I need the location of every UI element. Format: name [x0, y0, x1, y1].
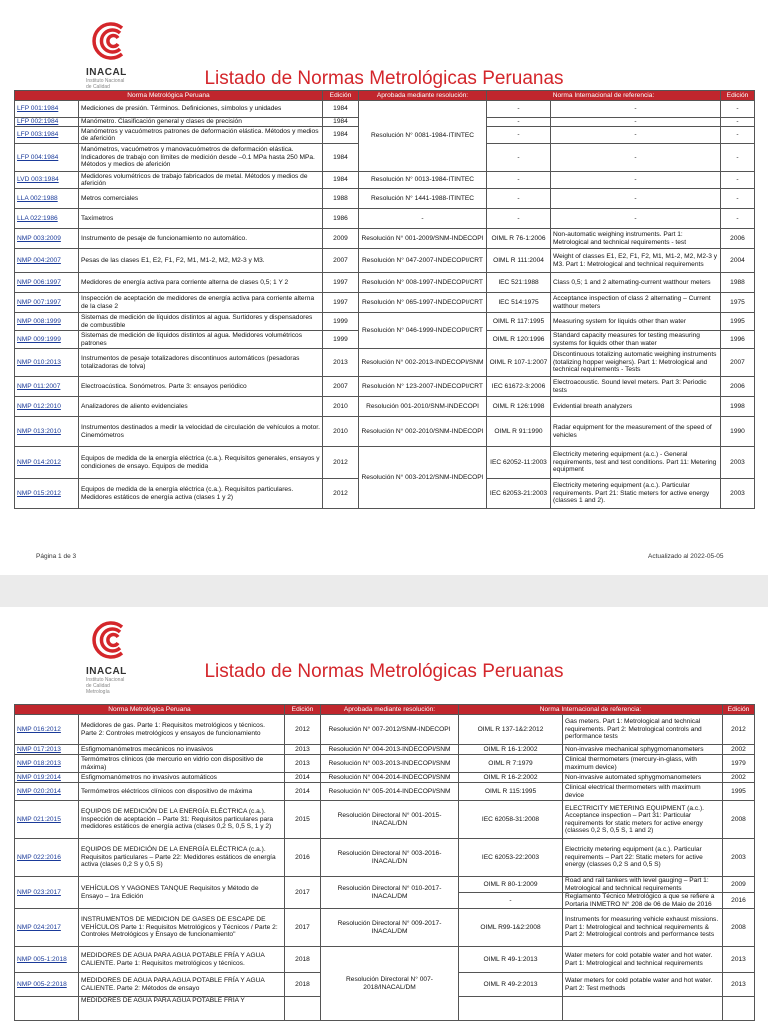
norm-code-link[interactable]: LFP 002:1984 — [15, 118, 79, 127]
brand-subtitle-2: de Calidad — [86, 683, 110, 689]
ref-name: Electricity metering equipment (a.c.). Particular requirements. Part 21: Static meters for active energy (classes 1 and 2). — [551, 479, 721, 509]
ref-code: OIML R 107-1:2007 — [487, 349, 551, 377]
table-header-row — [15, 91, 755, 101]
norm-name: Sistemas de medición de líquidos distintos al agua. Surtidores y dispensadores de combustible — [79, 313, 323, 331]
norm-resolution: Resolución N° 007-2012/SNM-INDECOPI — [321, 715, 459, 745]
ref-code: OIML R 16-2:2002 — [459, 773, 563, 783]
norm-code-link[interactable]: NMP 011:2007 — [15, 377, 79, 397]
norm-name: MEDIDORES DE AGUA PARA AGUA POTABLE FRÍA Y AGUA CALIENTE. Parte 1: Requisitos metrológicos y técnicos. — [79, 947, 285, 973]
inacal-logo — [86, 621, 146, 695]
norm-edition: 2007 — [323, 249, 359, 273]
ref-code: - — [487, 189, 551, 209]
document-page-2 — [0, 607, 768, 1024]
norm-edition: 2014 — [285, 773, 321, 783]
ref-edition: - — [721, 127, 755, 144]
table-row — [15, 877, 755, 893]
norm-code-link[interactable]: NMP 023:2017 — [15, 877, 79, 909]
ref-code: IEC 521:1988 — [487, 273, 551, 293]
table-row — [15, 783, 755, 801]
ref-name: ELECTRICITY METERING EQUIPMENT (a.c.). Acceptance inspection – Part 31: Particular requirements for static meters for active energy (classes 0,2 S, 0,5 S, 1 and 2) — [563, 801, 723, 839]
norm-edition: 1986 — [323, 209, 359, 229]
ref-edition: 2006 — [721, 377, 755, 397]
ref-name: - — [551, 127, 721, 144]
header-edicion: Edición — [285, 705, 321, 715]
norm-name: Mediciones de presión. Términos. Definiciones, símbolos y unidades — [79, 101, 323, 118]
norm-resolution: Resolución N° 047-2007-INDECOPI/CRT — [359, 249, 487, 273]
ref-edition: 2007 — [721, 349, 755, 377]
ref-name: Water meters for cold potable water and hot water. Part 1: Metrological and technical requirements — [563, 947, 723, 973]
ref-name — [563, 997, 723, 1021]
ref-code: OIML R 49-2:2013 — [459, 973, 563, 997]
ref-edition: 2006 — [721, 229, 755, 249]
ref-code: OIML R 117:1995 — [487, 313, 551, 331]
norm-resolution: Resolución N° 1441-1988-ITINTEC — [359, 189, 487, 209]
norm-resolution: - — [359, 209, 487, 229]
norm-name: Esfigmomanómetros mecánicos no invasivos — [79, 745, 285, 755]
ref-name: Weight of classes E1, E2, F1, F2, M1, M1-2, M2, M2-3 y M3. Part 1: Metrological and technical requirements — [551, 249, 721, 273]
table-row — [15, 101, 755, 118]
norm-edition: 1984 — [323, 118, 359, 127]
norm-name: Esfigmomanómetros no invasivos automáticos — [79, 773, 285, 783]
table-row — [15, 947, 755, 973]
norm-code-link[interactable]: NMP 024:2017 — [15, 909, 79, 947]
ref-code: OIML R 80-1:2009 — [459, 877, 563, 893]
ref-name: Water meters for cold potable water and hot water. Part 2: Test methods — [563, 973, 723, 997]
ref-code: - — [487, 209, 551, 229]
page-title: Listado de Normas Metrológicas Peruanas — [204, 68, 564, 89]
norm-name: Manómetros, vacuómetros y manovacuómetros de deformación elástica. Indicadores de trabajo con límites de medición desde –0.1 MPa hasta 250 MPa. Métodos y medios de aferición — [79, 144, 323, 172]
norm-name: VEHÍCULOS Y VAGONES TANQUE Requisitos y Método de Ensayo – 1ra Edición — [79, 877, 285, 909]
norm-code-link[interactable]: NMP 016:2012 — [15, 715, 79, 745]
ref-edition: 2012 — [723, 715, 755, 745]
ref-edition — [723, 997, 755, 1021]
header-resolucion: Aprobada mediante resolución: — [321, 705, 459, 715]
header-edicion-2: Edición — [723, 705, 755, 715]
ref-code: IEC 62053-21:2003 — [487, 479, 551, 509]
norm-edition: 2014 — [285, 783, 321, 801]
norm-resolution: Resolución N° 123-2007-INDECOPI/CRT — [359, 377, 487, 397]
norm-edition: 1997 — [323, 293, 359, 313]
ref-edition: 2016 — [723, 893, 755, 909]
norm-resolution: Resolución Directoral N° 007-2018/INACAL/DM — [321, 947, 459, 1021]
norm-edition: 2012 — [323, 479, 359, 509]
ref-name: Gas meters. Part 1: Metrological and technical requirements. Part 2: Metrological controls and performance tests — [563, 715, 723, 745]
ref-edition: 1998 — [721, 397, 755, 417]
norm-name: EQUIPOS DE MEDICIÓN DE LA ENERGÍA ELÉCTRICA (c.a.). Requisitos particulares – Parte 22: Medidores estáticos de energía activa (clases 0,2 S y 0,5 S) — [79, 839, 285, 877]
norm-edition: 2018 — [285, 947, 321, 973]
page-number: Página 1 de 3 — [36, 553, 77, 560]
norm-resolution: Resolución N° 002-2010/SNM-INDECOPI — [359, 417, 487, 447]
ref-code: OIML R 7:1979 — [459, 755, 563, 773]
ref-code: - — [487, 172, 551, 189]
norm-name: MEDIDORES DE AGUA PARA AGUA POTABLE FRÍA Y AGUA CALIENTE. Parte 2: Métodos de ensayo — [79, 973, 285, 997]
norm-edition: 2013 — [285, 745, 321, 755]
norm-name: Manómetros y vacuómetros patrones de deformación elástica. Métodos y medios de aferición — [79, 127, 323, 144]
table-row — [15, 745, 755, 755]
ref-edition: 1995 — [723, 783, 755, 801]
page-title: Listado de Normas Metrológicas Peruanas — [204, 661, 564, 682]
norm-edition: 2009 — [323, 229, 359, 249]
ref-name: Electricity metering equipment (a.c.) - General requirements, test and test conditions. Part 11: Metering equipment — [551, 447, 721, 479]
ref-name: Clinical electrical thermometers with maximum device — [563, 783, 723, 801]
ref-name: Non-invasive mechanical sphygmomanometers — [563, 745, 723, 755]
header-internacional: Norma Internacional de referencia: — [487, 91, 721, 101]
norm-name: Taxímetros — [79, 209, 323, 229]
norm-edition — [285, 997, 321, 1021]
norm-code-link[interactable]: NMP 005-2:2018 — [15, 973, 79, 997]
norm-edition: 2010 — [323, 417, 359, 447]
norm-resolution: Resolución N° 004-2013-INDECOPI/SNM — [321, 745, 459, 755]
ref-name: Class 0,5; 1 and 2 alternating-current watthour meters — [551, 273, 721, 293]
norm-edition: 1988 — [323, 189, 359, 209]
table-row — [15, 909, 755, 947]
table-row — [15, 377, 755, 397]
brand-subtitle-2: de Calidad — [86, 84, 110, 90]
ref-name: Road and rail tankers with level gauging – Part 1: Metrological and technical requirements — [563, 877, 723, 893]
norm-name: INSTRUMENTOS DE MEDICION DE GASES DE ESCAPE DE VEHÍCULOS Parte 1: Requisitos Metrológicos y Técnicos / Parte 2: Controles Metrológicos y Ensayo de funcionamiento" — [79, 909, 285, 947]
ref-edition: 2003 — [721, 447, 755, 479]
ref-code: - — [459, 893, 563, 909]
norm-name: MEDIDORES DE AGUA PARA AGUA POTABLE FRÍA Y — [79, 997, 285, 1021]
ref-name: - — [551, 101, 721, 118]
table-row — [15, 172, 755, 189]
norm-code-link[interactable]: NMP 018:2013 — [15, 755, 79, 773]
ref-edition: 1995 — [721, 313, 755, 331]
norm-name: Medidores de gas. Parte 1: Requisitos metrológicos y técnicos. Parte 2: Controles metrológicos y ensayos de funcionamiento — [79, 715, 285, 745]
norm-name: Medidores volumétricos de trabajo fabricados de metal. Métodos y medios de aferición — [79, 172, 323, 189]
norm-resolution: Resolución N° 001-2009/SNM-INDECOPI — [359, 229, 487, 249]
ref-name: Electroacoustic. Sound level meters. Part 3: Periodic tests — [551, 377, 721, 397]
header-internacional: Norma Internacional de referencia: — [459, 705, 723, 715]
table-row — [15, 189, 755, 209]
brand-name: INACAL — [86, 666, 127, 677]
ref-code — [459, 997, 563, 1021]
norm-edition: 2013 — [323, 349, 359, 377]
table-row — [15, 273, 755, 293]
ref-name: Standard capacity measures for testing measuring systems for liquids other than water — [551, 331, 721, 349]
norm-code-link[interactable]: NMP 013:2010 — [15, 417, 79, 447]
norm-code-link[interactable]: NMP 004:2007 — [15, 249, 79, 273]
norm-name: Analizadores de aliento evidenciales — [79, 397, 323, 417]
norm-code-link[interactable]: NMP 007:1997 — [15, 293, 79, 313]
norm-code-link[interactable]: LFP 001:1984 — [15, 101, 79, 118]
norm-edition: 1984 — [323, 144, 359, 172]
norm-code-link[interactable] — [15, 997, 79, 1021]
updated-date: Actualizado al 2022-05-05 — [648, 553, 724, 560]
norm-name: Metros comerciales — [79, 189, 323, 209]
ref-name: Radar equipment for the measurement of the speed of vehicles — [551, 417, 721, 447]
norm-resolution: Resolución N° 0081-1984-ITINTEC — [359, 101, 487, 172]
brand-name: INACAL — [86, 67, 127, 78]
table-row — [15, 773, 755, 783]
norm-resolution: Resolución Directoral N° 009-2017-INACAL/DM — [321, 909, 459, 947]
ref-name: Evidential breath analyzers — [551, 397, 721, 417]
norm-name: Sistemas de medición de líquidos distintos al agua. Medidores volumétricos patrones — [79, 331, 323, 349]
header-norma: Norma Metrológica Peruana — [15, 91, 323, 101]
norm-name: Medidores de energía activa para corriente alterna de clases 0,5; 1 Y 2 — [79, 273, 323, 293]
table-row — [15, 293, 755, 313]
header-edicion: Edición — [323, 91, 359, 101]
norm-resolution: Resolución N° 005-2014-INDECOPI/SNM — [321, 783, 459, 801]
ref-edition: 2002 — [723, 745, 755, 755]
norm-code-link[interactable]: NMP 015:2012 — [15, 479, 79, 509]
norm-code-link[interactable]: LFP 004:1984 — [15, 144, 79, 172]
norm-name: Electroacústica. Sonómetros. Parte 3: ensayos periódico — [79, 377, 323, 397]
norm-code-link[interactable]: NMP 012:2010 — [15, 397, 79, 417]
ref-code: OIML R 115:1995 — [459, 783, 563, 801]
ref-edition: 1990 — [721, 417, 755, 447]
header-norma: Norma Metrológica Peruana — [15, 705, 285, 715]
table-row — [15, 839, 755, 877]
ref-name: Measuring system for liquids other than water — [551, 313, 721, 331]
norm-code-link[interactable]: NMP 019:2014 — [15, 773, 79, 783]
norm-edition: 1984 — [323, 127, 359, 144]
norm-code-link[interactable]: NMP 008:1999 — [15, 313, 79, 331]
norm-code-link[interactable]: NMP 005-1:2018 — [15, 947, 79, 973]
table-row — [15, 313, 755, 331]
table-row — [15, 447, 755, 479]
ref-code: IEC 62058-31:2008 — [459, 801, 563, 839]
norms-table-page-2 — [14, 704, 755, 1021]
norm-resolution: Resolución N° 0013-1984-ITINTEC — [359, 172, 487, 189]
norm-edition: 2015 — [285, 801, 321, 839]
ref-edition: 2003 — [721, 479, 755, 509]
norm-edition: 2018 — [285, 973, 321, 997]
norm-code-link[interactable]: NMP 017:2013 — [15, 745, 79, 755]
ref-name: Electricity metering equipment (a.c.). Particular requirements – Part 22: Static meters for active energy (classes 0,2 S and 0,5 S) — [563, 839, 723, 877]
norms-table-page-1 — [14, 90, 755, 509]
ref-name: Clinical thermometers (mercury-in-glass, with maximum device) — [563, 755, 723, 773]
norm-resolution: Resolución N° 002-2013-INDECOPI/SNM — [359, 349, 487, 377]
norm-resolution: Resolución 001-2010/SNM-INDECOPI — [359, 397, 487, 417]
norm-code-link[interactable]: NMP 010:2013 — [15, 349, 79, 377]
norm-edition: 2017 — [285, 909, 321, 947]
norm-code-link[interactable]: LLA 002:1988 — [15, 189, 79, 209]
ref-name: - — [551, 144, 721, 172]
ref-code: OIML R 137-1&2:2012 — [459, 715, 563, 745]
ref-code: OIML R 76-1:2006 — [487, 229, 551, 249]
norm-name: Instrumentos destinados a medir la velocidad de circulación de vehículos a motor. Cinemómetros — [79, 417, 323, 447]
ref-code: OIML R 91:1990 — [487, 417, 551, 447]
ref-code: OIML R 49-1:2013 — [459, 947, 563, 973]
norm-resolution: Resolución N° 003-2012/SNM-INDECOPI — [359, 447, 487, 509]
norm-resolution: Resolución N° 046-1999-INDECOPI/CRT — [359, 313, 487, 349]
ref-edition: 2008 — [723, 909, 755, 947]
norm-edition: 2016 — [285, 839, 321, 877]
ref-edition: 2002 — [723, 773, 755, 783]
table-row — [15, 801, 755, 839]
norm-edition: 2007 — [323, 377, 359, 397]
norm-edition: 2012 — [285, 715, 321, 745]
norm-edition: 1999 — [323, 331, 359, 349]
norm-name: Equipos de medida de la energía eléctrica (c.a.). Requisitos particulares. Medidores estáticos de energía activa (clases 1 y 2) — [79, 479, 323, 509]
norm-resolution: Resolución Directoral N° 001-2015-INACAL/DN — [321, 801, 459, 839]
norm-name: EQUIPOS DE MEDICIÓN DE LA ENERGÍA ELÉCTRICA (c.a.). Inspección de aceptación – Parte 31: Requisitos particulares para medidores estáticos de energía activa (clases 0,2 S, 0,5 S, 1 y 2) — [79, 801, 285, 839]
inacal-logo-icon — [86, 621, 130, 659]
ref-code: OIML R 120:1996 — [487, 331, 551, 349]
norm-edition: 2013 — [285, 755, 321, 773]
norm-code-link[interactable]: NMP 020:2014 — [15, 783, 79, 801]
ref-name: - — [551, 118, 721, 127]
norm-name: Termómetros clínicos (de mercurio en vidrio con dispositivo de máxima) — [79, 755, 285, 773]
table-header-row — [15, 705, 755, 715]
ref-edition: 1979 — [723, 755, 755, 773]
norm-name: Instrumento de pesaje de funcionamiento no automático. — [79, 229, 323, 249]
table-row — [15, 755, 755, 773]
norm-resolution: Resolución Directoral N° 003-2016-INACAL/DN — [321, 839, 459, 877]
norm-name: Pesas de las clases E1, E2, F1, F2, M1, M1-2, M2, M2-3 y M3. — [79, 249, 323, 273]
table-row — [15, 349, 755, 377]
norm-name: Manómetro. Clasificación general y clases de precisión — [79, 118, 323, 127]
norm-name: Equipos de medida de la energía eléctrica (c.a.). Requisitos generales, ensayos y condiciones de ensayo. Equipos de medida — [79, 447, 323, 479]
norm-code-link[interactable]: NMP 021:2015 — [15, 801, 79, 839]
norm-code-link[interactable]: NMP 014:2012 — [15, 447, 79, 479]
ref-edition: - — [721, 209, 755, 229]
ref-edition: - — [721, 118, 755, 127]
norm-code-link[interactable]: NMP 003:2009 — [15, 229, 79, 249]
ref-name: Non-automatic weighing instruments. Part 1: Metrological and technical requirements - test — [551, 229, 721, 249]
table-row — [15, 209, 755, 229]
norm-code-link[interactable]: LVD 003:1984 — [15, 172, 79, 189]
norm-code-link[interactable]: LLA 022:1986 — [15, 209, 79, 229]
ref-edition: 2013 — [723, 947, 755, 973]
table-row — [15, 249, 755, 273]
ref-code: IEC 62052-11:2003 — [487, 447, 551, 479]
ref-name: - — [551, 189, 721, 209]
norm-edition: 1999 — [323, 313, 359, 331]
table-row — [15, 715, 755, 745]
brand-subtitle-1: Instituto Nacional — [86, 78, 125, 84]
norm-name: Inspección de aceptación de medidores de energía activa para corriente alterna de la clase 2 — [79, 293, 323, 313]
ref-code: - — [487, 101, 551, 118]
table-row — [15, 397, 755, 417]
norm-code-link[interactable]: LFP 003:1984 — [15, 127, 79, 144]
norm-code-link[interactable]: NMP 006:1997 — [15, 273, 79, 293]
norm-name: Instrumentos de pesaje totalizadores discontinuos automáticos (pesadoras totalizadoras de tolva) — [79, 349, 323, 377]
ref-edition: 1988 — [721, 273, 755, 293]
ref-edition: 2013 — [723, 973, 755, 997]
norm-edition: 2012 — [323, 447, 359, 479]
norm-resolution: Resolución N° 008-1997-INDECOPI/CRT — [359, 273, 487, 293]
ref-code: IEC 514:1975 — [487, 293, 551, 313]
norm-code-link[interactable]: NMP 009:1999 — [15, 331, 79, 349]
ref-code: IEC 62053-22:2003 — [459, 839, 563, 877]
norm-edition: 1984 — [323, 172, 359, 189]
ref-name: Reglamento Técnico Metrológico a que se refiere a Portaria INMETRO N° 208 de 06 de Maio de 2016 — [563, 893, 723, 909]
ref-edition: 1975 — [721, 293, 755, 313]
norm-edition: 2017 — [285, 877, 321, 909]
ref-code: IEC 61672-3:2006 — [487, 377, 551, 397]
header-resolucion: Aprobada mediante resolución: — [359, 91, 487, 101]
ref-code: - — [487, 144, 551, 172]
brand-subtitle-3: Metrología — [86, 689, 110, 695]
ref-edition: 2004 — [721, 249, 755, 273]
norm-edition: 1984 — [323, 101, 359, 118]
ref-name: - — [551, 172, 721, 189]
ref-name: Acceptance inspection of class 2 alternating – Current watthour meters — [551, 293, 721, 313]
norm-resolution: Resolución N° 003-2013-INDECOPI/SNM — [321, 755, 459, 773]
page-separator — [0, 575, 768, 607]
ref-code: OIML R 111:2004 — [487, 249, 551, 273]
table-row — [15, 417, 755, 447]
ref-name: Instruments for measuring vehicle exhaust missions. Part 1: Metrological and technical requirements & Part 2: Metrological controls and performance tests — [563, 909, 723, 947]
header-edicion-2: Edición — [721, 91, 755, 101]
norm-edition: 2010 — [323, 397, 359, 417]
brand-subtitle-1: Instituto Nacional — [86, 677, 125, 683]
ref-edition: 2003 — [723, 839, 755, 877]
ref-code: OIML R 16-1:2002 — [459, 745, 563, 755]
inacal-logo-icon — [86, 22, 130, 60]
ref-name: Discontinuous totalizing automatic weighing instruments (totalizing hopper weighers). Part 1: Metrological and technical requirements - Tests — [551, 349, 721, 377]
table-row — [15, 229, 755, 249]
ref-edition: - — [721, 189, 755, 209]
norm-name: Termómetros eléctricos clínicos con dispositivo de máxima — [79, 783, 285, 801]
ref-edition: - — [721, 172, 755, 189]
norm-edition: 1997 — [323, 273, 359, 293]
ref-code: - — [487, 118, 551, 127]
ref-edition: - — [721, 144, 755, 172]
ref-name: - — [551, 209, 721, 229]
ref-edition: 2008 — [723, 801, 755, 839]
ref-name: Non-invasive automated sphygmomanometers — [563, 773, 723, 783]
norm-resolution: Resolución N° 065-1997-INDECOPI/CRT — [359, 293, 487, 313]
norm-resolution: Resolución Directoral N° 010-2017-INACAL/DM — [321, 877, 459, 909]
ref-edition: 2009 — [723, 877, 755, 893]
ref-code: OIML R99-1&2:2008 — [459, 909, 563, 947]
ref-edition: 1996 — [721, 331, 755, 349]
ref-edition: - — [721, 101, 755, 118]
norm-code-link[interactable]: NMP 022:2016 — [15, 839, 79, 877]
ref-code: - — [487, 127, 551, 144]
norm-resolution: Resolución N° 004-2014-INDECOPI/SNM — [321, 773, 459, 783]
ref-code: OIML R 126:1998 — [487, 397, 551, 417]
